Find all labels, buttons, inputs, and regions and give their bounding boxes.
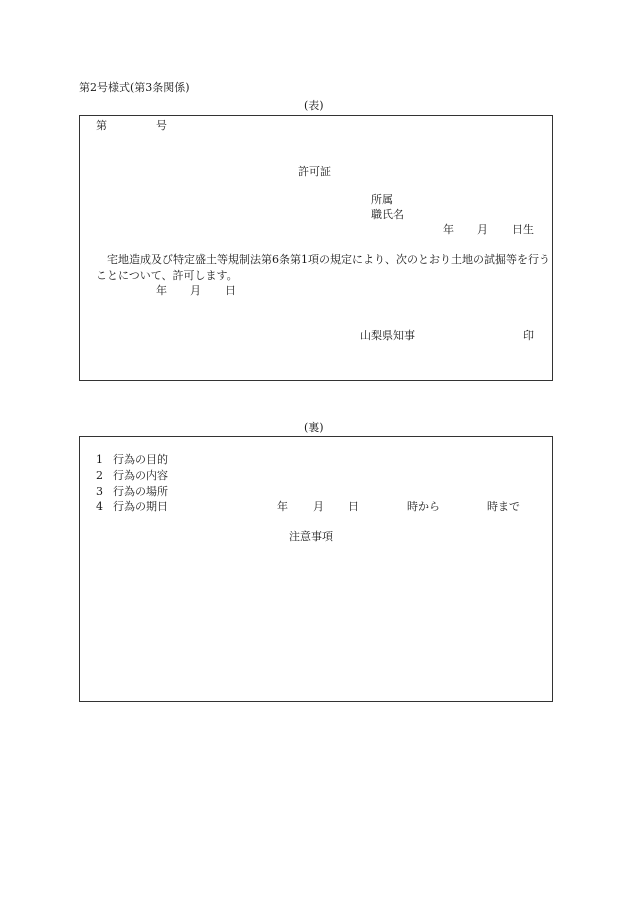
form-label: 第2号様式(第3条関係) (79, 81, 190, 94)
item-label-purpose: 行為の目的 (113, 453, 168, 466)
issuer-label: 山梨県知事 (360, 329, 415, 342)
birth-day-label: 日生 (512, 223, 534, 236)
back-heading: (裏) (304, 421, 324, 434)
front-heading: (表) (304, 99, 324, 112)
permit-title: 許可証 (298, 165, 331, 178)
item-number: 1 (96, 453, 103, 466)
item-number: 3 (96, 485, 103, 498)
notes-title: 注意事項 (289, 530, 333, 543)
name-label: 職氏名 (371, 208, 404, 221)
birth-year-label: 年 (443, 223, 454, 236)
issue-month-label: 月 (190, 284, 201, 297)
period-day-label: 日 (348, 500, 359, 513)
issue-year-label: 年 (156, 284, 167, 297)
item-label-period: 行為の期日 (113, 500, 168, 513)
item-number: 4 (96, 500, 103, 513)
affiliation-label: 所属 (371, 193, 393, 206)
seal-mark: 印 (523, 329, 534, 342)
front-permit-box (79, 115, 553, 381)
period-year-label: 年 (277, 500, 288, 513)
permit-number-go: 号 (156, 119, 167, 132)
issue-day-label: 日 (225, 284, 236, 297)
item-label-location: 行為の場所 (113, 485, 168, 498)
birth-month-label: 月 (477, 223, 488, 236)
period-month-label: 月 (313, 500, 324, 513)
permit-number-dai: 第 (96, 119, 107, 132)
item-number: 2 (96, 469, 103, 482)
item-label-content: 行為の内容 (113, 469, 168, 482)
permit-body-text: 宅地造成及び特定盛土等規制法第6条第1項の規定により、次のとおり土地の試掘等を行うことについて、許可します。 (96, 253, 550, 282)
period-until-label: 時まで (487, 500, 520, 513)
period-from-label: 時から (407, 500, 440, 513)
